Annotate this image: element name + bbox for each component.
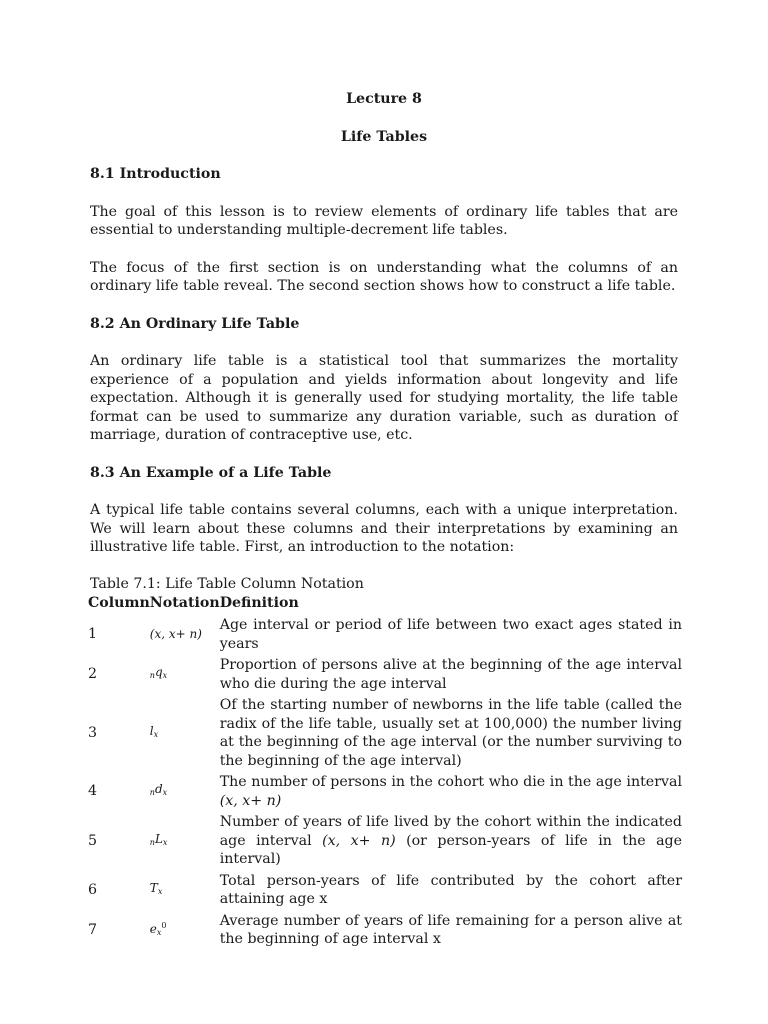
row-column-number: 1 — [88, 626, 98, 643]
definition-italic: (x, x+ n) — [322, 832, 396, 849]
row-column-number: 2 — [88, 666, 98, 683]
paragraph-intro-focus: The focus of the first section is on understanding what the columns of an ordinary life table reveal. The second section shows how to construct a life table. — [90, 259, 678, 294]
lecture-label: Lecture 8 — [346, 91, 422, 107]
row-definition — [220, 812, 682, 871]
table-row — [88, 871, 682, 911]
notation-subscript: x — [156, 928, 162, 938]
notation-subscript: x — [162, 671, 168, 681]
notation-subscript: x — [153, 729, 159, 739]
definition-text: Number of years of life lived by the cohort within the indicated age interval — [219, 814, 682, 849]
paragraph-example-life-table: A typical life table contains several columns, each with a unique interpretation. We will learn about these columns and their interpretations by examining an illustrative life table. First, an introduction to the notation: — [90, 502, 678, 555]
notation-symbol: d — [154, 782, 163, 797]
row-definition: Of the starting number of newborns in the life table (called the radix of the life table, usually set at 100,000) the number living at the beginning of the age interval (or the number surviving to the beginning of the age interval) — [219, 697, 682, 769]
row-column-number: 3 — [88, 724, 98, 741]
row-notation — [150, 772, 220, 812]
notation-superscript: 0 — [161, 921, 167, 931]
header-notation: Notation — [149, 594, 220, 611]
notation-table — [88, 594, 682, 951]
notation-prefix: n — [149, 837, 155, 847]
row-definition: Total person-years of life contributed by the cohort after attaining age x — [219, 872, 682, 907]
table-caption: Table 7.1: Life Table Column Notation — [90, 575, 364, 592]
section-heading-ordinary-life-table: 8.2 An Ordinary Life Table — [90, 315, 300, 332]
notation-symbol: (x, x+ n) — [149, 627, 202, 642]
table-row — [88, 655, 682, 695]
notation-symbol: T — [149, 880, 158, 895]
definition-text-end: (or person-years of life in the age interval) — [219, 832, 683, 867]
paragraph-ordinary-life-table: An ordinary life table is a statistical tool that summarizes the mortality experience of a population and yields information about longevity and life expectation. Although it is generally used for studying mortality, the life table format can be used to summarize any duration variable, such as duration of marriage, duration of contraceptive use, etc. — [90, 353, 678, 443]
row-notation — [150, 695, 220, 772]
notation-subscript: x — [162, 788, 168, 798]
row-column-number: 4 — [88, 783, 98, 800]
header-column: Column — [88, 594, 150, 611]
table-row — [88, 772, 682, 812]
document-title: Life Tables — [340, 128, 428, 145]
notation-prefix: n — [149, 671, 155, 681]
notation-symbol: q — [154, 665, 163, 680]
row-definition: Proportion of persons alive at the beginning of the age interval who die during the age interval — [219, 657, 682, 692]
section-heading-introduction: 8.1 Introduction — [90, 166, 221, 182]
row-column-number: 5 — [88, 832, 98, 849]
header-definition: Definition — [219, 594, 299, 611]
row-definition — [220, 772, 682, 812]
paragraph-intro-goal: The goal of this lesson is to review elements of ordinary life tables that are essential to understanding multiple-decrement life tables. — [90, 203, 678, 238]
notation-symbol: L — [154, 831, 163, 846]
row-notation — [150, 871, 220, 911]
row-notation — [150, 911, 220, 951]
notation-prefix: n — [149, 788, 155, 798]
table-header-row — [88, 594, 682, 616]
row-column-number: 7 — [88, 921, 98, 938]
table-row — [88, 911, 682, 951]
notation-subscript: x — [157, 886, 163, 896]
row-notation — [150, 655, 220, 695]
notation-subscript: x — [162, 837, 168, 847]
table-row — [88, 695, 682, 772]
section-heading-example-life-table: 8.3 An Example of a Life Table — [90, 464, 332, 481]
document-page — [88, 90, 683, 951]
row-notation — [150, 615, 220, 655]
table-row — [88, 812, 682, 871]
notation-symbol: e — [149, 922, 157, 937]
row-notation — [150, 812, 220, 871]
definition-text: The number of persons in the cohort who die in the age interval — [219, 774, 682, 790]
notation-symbol: l — [149, 723, 154, 738]
row-definition: Age interval or period of life between two exact ages stated in years — [219, 617, 682, 652]
table-row — [88, 615, 682, 655]
row-definition: Average number of years of life remaining for a person alive at the beginning of age interval x — [219, 912, 682, 947]
row-column-number: 6 — [88, 881, 98, 898]
definition-italic: (x, x+ n) — [219, 792, 282, 809]
